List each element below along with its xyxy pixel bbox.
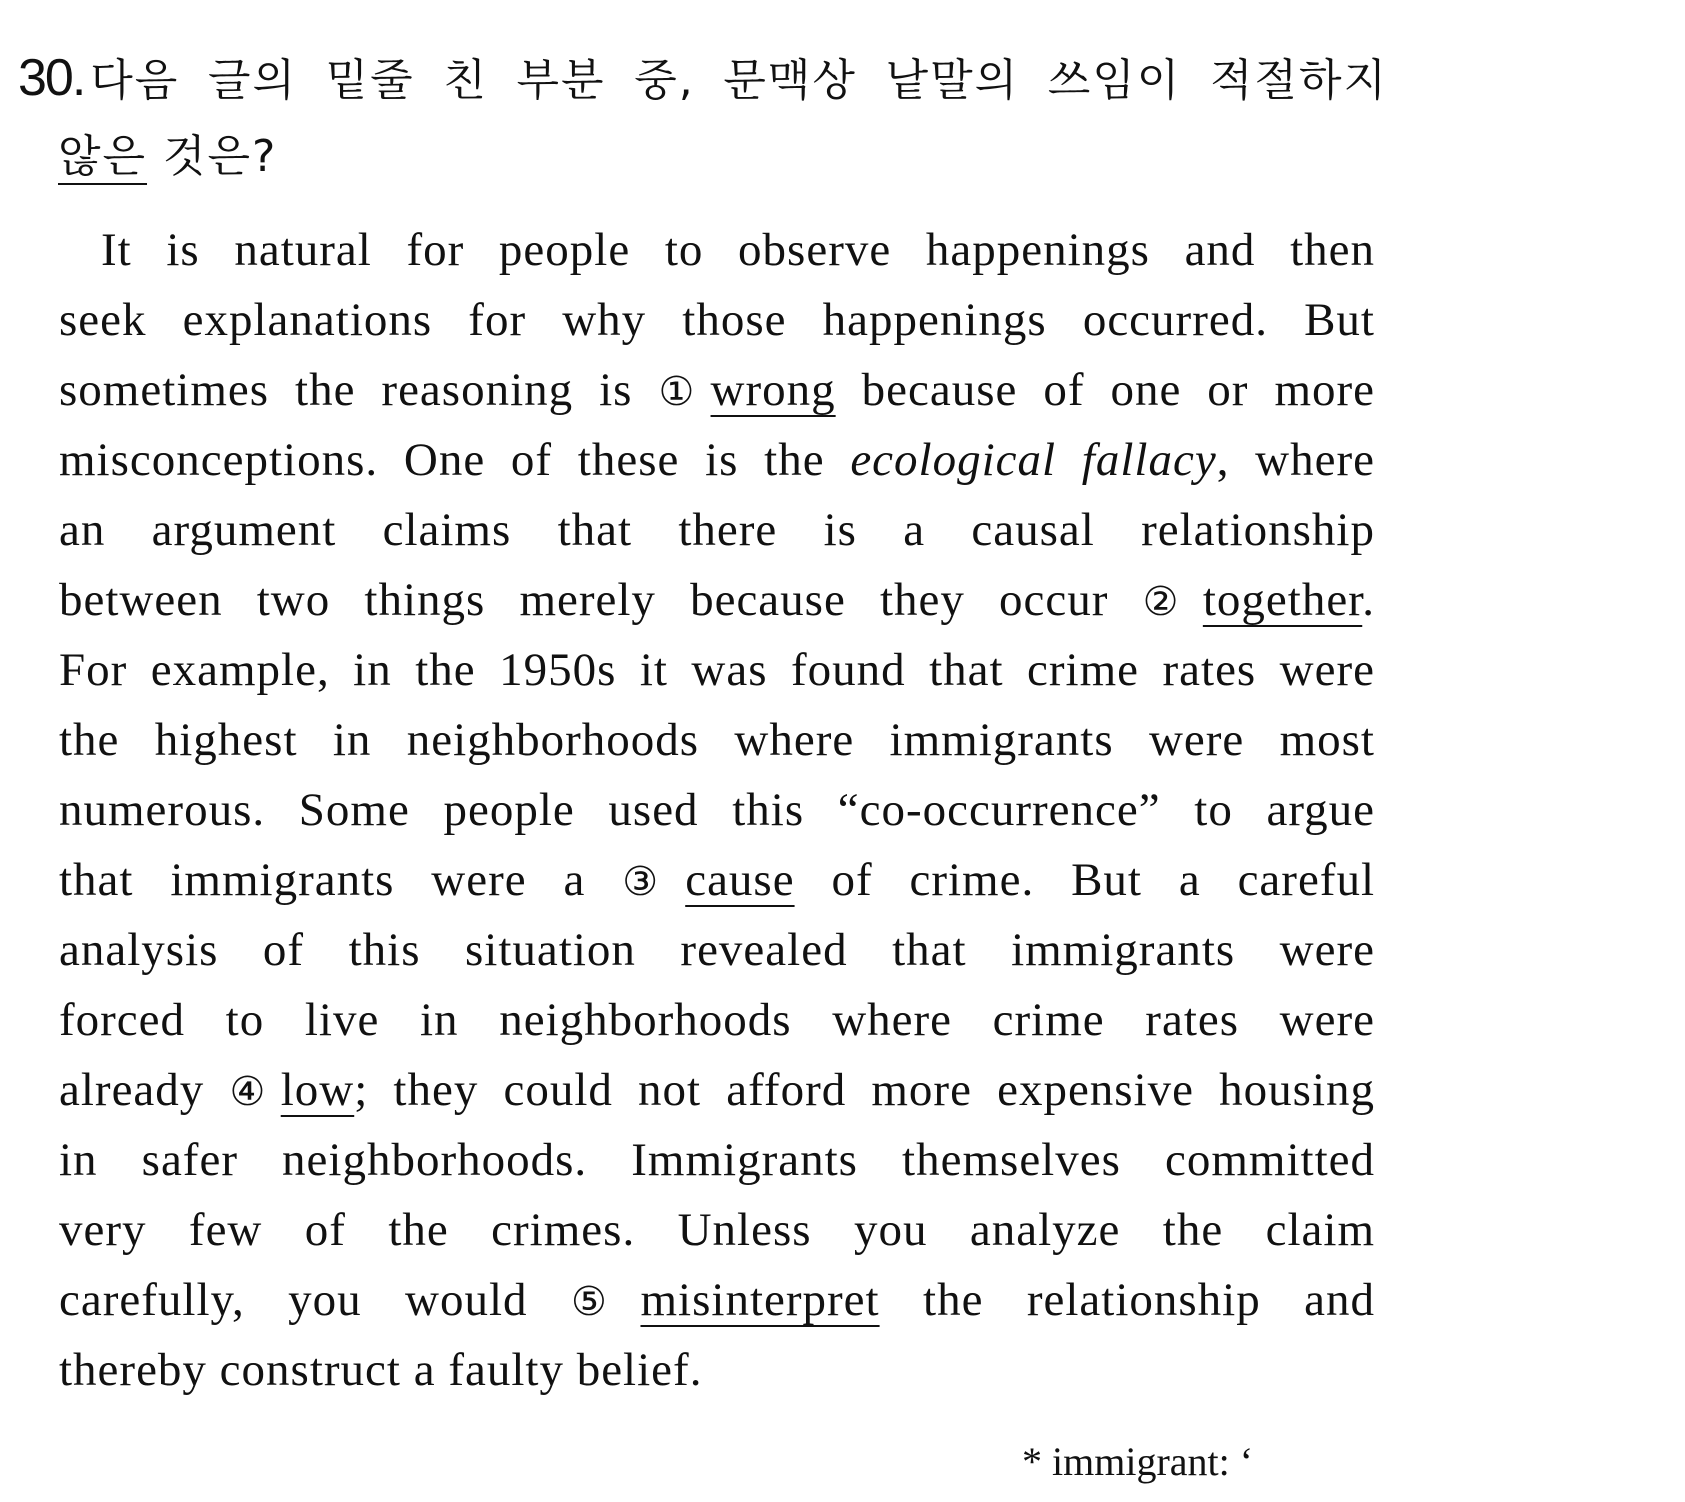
question-number: 30. — [18, 49, 85, 107]
passage-line: analysis of this situation revealed that immigrants were — [59, 924, 1375, 976]
choice-marker-2: ② — [1142, 579, 1201, 625]
choice-marker-3: ③ — [622, 859, 684, 905]
choice-2-option — [1143, 574, 1375, 626]
passage-text: already — [59, 1064, 205, 1116]
passage-text: between two things merely because they occur — [59, 574, 1109, 626]
passage-text: of crime. But a careful — [831, 854, 1376, 906]
passage-line: For example, in the 1950s it was found that crime rates were — [59, 644, 1375, 696]
passage-line: the highest in neighborhoods where immigrants were most — [59, 714, 1375, 766]
underlined-word-5: misinterpret — [640, 1274, 880, 1326]
underlined-word-3: cause — [685, 854, 795, 906]
choice-5-option — [571, 1274, 880, 1326]
choice-marker-1: ① — [658, 369, 709, 415]
passage-line — [59, 565, 1375, 635]
question-prompt-underlined: 않은 — [58, 131, 148, 182]
footnote: * immigrant: ‘ — [1022, 1439, 1254, 1484]
passage-text: sometimes the reasoning is — [59, 364, 633, 416]
passage-line — [59, 1055, 1375, 1125]
choice-3-option — [622, 854, 794, 906]
passage-line — [59, 1265, 1375, 1335]
passage — [59, 215, 1375, 1405]
passage-text: . — [1362, 574, 1375, 626]
passage-line — [59, 845, 1375, 915]
question-prompt-rest: 것은? — [163, 131, 278, 182]
passage-line — [59, 355, 1375, 425]
passage-text: the relationship and — [923, 1274, 1376, 1326]
term-italic: ecological fallacy — [850, 434, 1217, 486]
passage-text: carefully, you would — [59, 1274, 528, 1326]
passage-text: that immigrants were a — [59, 854, 586, 906]
choice-4-option — [229, 1064, 1375, 1116]
term-emphasis — [850, 434, 1375, 486]
passage-line: numerous. Some people used this “co-occurrence” to argue — [59, 784, 1375, 836]
passage-text: because of one or more — [861, 364, 1376, 416]
passage-line: an argument claims that there is a causal relationship — [59, 504, 1375, 556]
passage-text: , where — [1216, 434, 1375, 486]
choice-marker-5: ⑤ — [570, 1279, 639, 1325]
underlined-word-4: low — [280, 1064, 355, 1116]
passage-text: misconceptions. One of these is the — [59, 434, 825, 486]
underlined-word-2: together — [1202, 574, 1363, 626]
passage-line: It is natural for people to observe happenings and then — [101, 224, 1375, 276]
passage-line: in safer neighborhoods. Immigrants themselves committed — [59, 1134, 1375, 1186]
question-prompt-line1 — [18, 40, 1388, 119]
question-prompt-text: 다음 글의 밑줄 친 부분 중, 문맥상 낱말의 쓰임이 적절하지 — [90, 55, 1389, 106]
passage-line: very few of the crimes. Unless you analyze the claim — [59, 1204, 1375, 1256]
underlined-word-1: wrong — [710, 364, 836, 416]
choice-1-option — [658, 364, 835, 416]
passage-line: forced to live in neighborhoods where crime rates were — [59, 994, 1375, 1046]
passage-line — [59, 425, 1375, 495]
passage-line: seek explanations for why those happenings occurred. But — [59, 294, 1375, 346]
question-prompt-line2 — [18, 119, 1388, 195]
passage-line: thereby construct a faulty belief. — [59, 1344, 703, 1396]
passage-text: ; they could not afford more expensive housing — [354, 1064, 1376, 1116]
question-block — [18, 40, 1388, 195]
choice-marker-4: ④ — [229, 1069, 279, 1115]
